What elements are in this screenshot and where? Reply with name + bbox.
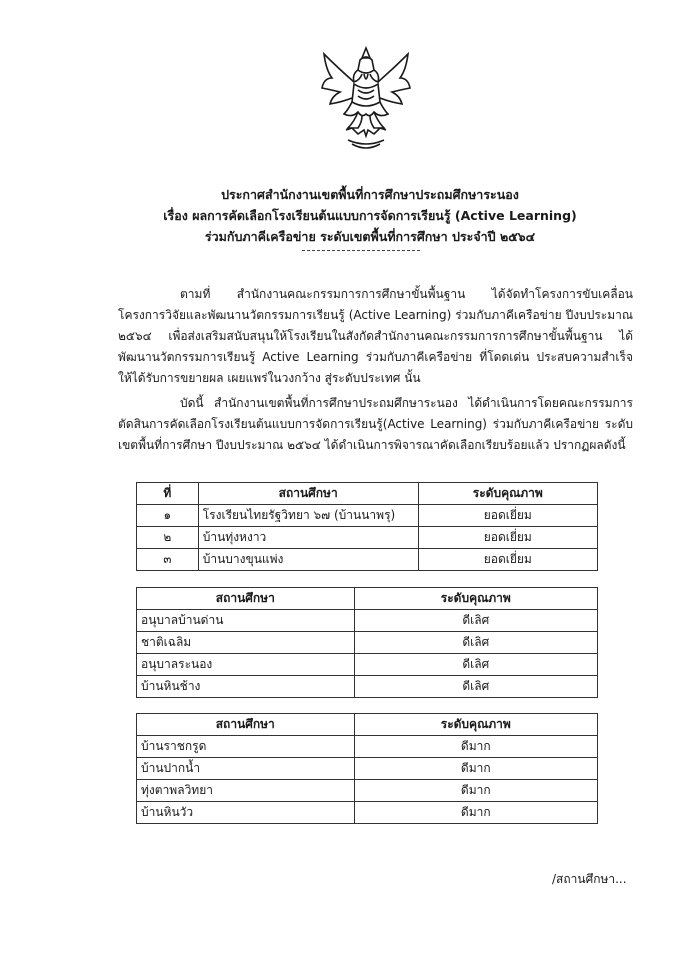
row-number: ๓ — [137, 549, 199, 571]
quality-level: ดีเลิศ — [354, 676, 597, 698]
quality-level: ดีมาก — [354, 736, 597, 758]
quality-level: ดีเลิศ — [354, 654, 597, 676]
title-line-3: ร่วมกับภาคีเครือข่าย ระดับเขตพื้นที่การศึกษา ประจำปี ๒๕๖๔ — [204, 229, 536, 244]
quality-level: ยอดเยี่ยม — [418, 527, 597, 549]
school-name: บ้านราชกรูด — [137, 736, 355, 758]
school-name: อนุบาลบ้านด่าน — [137, 610, 355, 632]
table-header-row — [137, 714, 598, 736]
table-excellent-schools — [136, 482, 598, 571]
table-header-row — [137, 588, 598, 610]
row-number: ๒ — [137, 527, 199, 549]
table-row — [137, 736, 598, 758]
school-name: ชาติเฉลิม — [137, 632, 355, 654]
title-divider — [302, 250, 420, 251]
page-continuation: /สถานศึกษา... — [552, 872, 627, 886]
table-row — [137, 654, 598, 676]
table-row — [137, 549, 598, 571]
table-row — [137, 527, 598, 549]
school-name: บ้านหินวัว — [137, 802, 355, 824]
announcement-title — [0, 184, 678, 247]
school-name: อนุบาลระนอง — [137, 654, 355, 676]
school-name: บ้านทุ่งหงาว — [198, 527, 418, 549]
garuda-emblem-icon — [318, 44, 414, 152]
col-quality-header: ระดับคุณภาพ — [354, 588, 597, 610]
school-name: บ้านหินช้าง — [137, 676, 355, 698]
quality-level: ดีเลิศ — [354, 632, 597, 654]
table-header-row — [137, 483, 598, 505]
table-row — [137, 505, 598, 527]
col-quality-header: ระดับคุณภาพ — [354, 714, 597, 736]
table-row — [137, 610, 598, 632]
school-name: ทุ่งตาพลวิทยา — [137, 780, 355, 802]
table-row — [137, 780, 598, 802]
school-name: บ้านบางขุนแพ่ง — [198, 549, 418, 571]
table-row — [137, 758, 598, 780]
quality-level: ดีเลิศ — [354, 610, 597, 632]
table-row — [137, 802, 598, 824]
quality-level: ดีมาก — [354, 758, 597, 780]
school-name: บ้านปากน้ำ — [137, 758, 355, 780]
paragraph-1-text: ตามที่ สำนักงานคณะกรรมการการศึกษาขั้นพื้นฐาน ได้จัดทำโครงการขับเคลื่อนโครงการวิจัยและพัฒนานวัตกรรมการเรียนรู้ (Active Learning) ร่วมกับภาคีเครือข่าย ปีงบประมาณ ๒๕๖๔ เพื่อส่งเสริมสนับสนุนให้โรงเรียนในสังกัดสำนักงานคณะกรรมการการศึกษาขั้นพื้นฐาน ได้พัฒนานวัตกรรมการเรียนรู้ Active Learning ร่วมกับภาคีเครือข่าย ที่โดดเด่น ประสบความสำเร็จ ให้ได้รับการขยายผล เผยแพร่ในวงกว้าง สู่ระดับประเทศ นั้น — [118, 287, 633, 385]
paragraph-2 — [118, 393, 633, 456]
paragraph-1 — [118, 284, 633, 389]
table-very-good-schools — [136, 587, 598, 698]
quality-level: ยอดเยี่ยม — [418, 549, 597, 571]
col-no-header: ที่ — [137, 483, 199, 505]
col-school-header: สถานศึกษา — [137, 588, 355, 610]
title-line-2: เรื่อง ผลการคัดเลือกโรงเรียนต้นแบบการจัดการเรียนรู้ (Active Learning) — [163, 208, 577, 223]
quality-level: ยอดเยี่ยม — [418, 505, 597, 527]
quality-level: ดีมาก — [354, 780, 597, 802]
paragraph-2-text: บัดนี้ สำนักงานเขตพื้นที่การศึกษาประถมศึกษาระนอง ได้ดำเนินการโดยคณะกรรมการตัดสินการคัดเลือกโรงเรียนต้นแบบการจัดการเรียนรู้(Active Learning) ร่วมกับภาคีเครือข่าย ระดับเขตพื้นที่การศึกษา ปีงบประมาณ ๒๕๖๔ ได้ดำเนินการพิจารณาคัดเลือกเรียบร้อยแล้ว ปรากฏผลดังนี้ — [118, 396, 633, 452]
table-row — [137, 632, 598, 654]
quality-level: ดีมาก — [354, 802, 597, 824]
row-number: ๑ — [137, 505, 199, 527]
col-quality-header: ระดับคุณภาพ — [418, 483, 597, 505]
table-good-schools — [136, 713, 598, 824]
col-school-header: สถานศึกษา — [137, 714, 355, 736]
title-line-1: ประกาศสำนักงานเขตพื้นที่การศึกษาประถมศึกษาระนอง — [221, 187, 519, 202]
table-row — [137, 676, 598, 698]
col-school-header: สถานศึกษา — [198, 483, 418, 505]
school-name: โรงเรียนไทยรัฐวิทยา ๖๗ (บ้านนาพรุ) — [198, 505, 418, 527]
